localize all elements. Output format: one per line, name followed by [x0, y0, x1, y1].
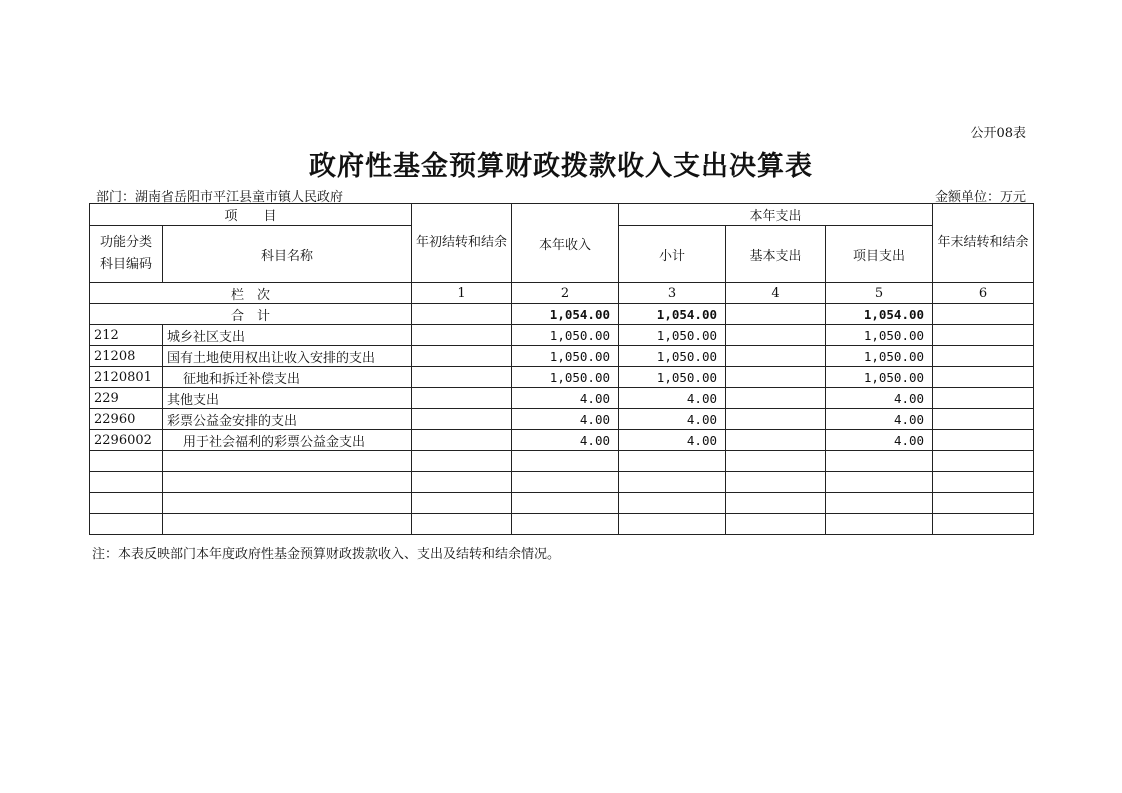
row-income: 1,050.00: [512, 346, 619, 367]
header-current-expense: 本年支出: [619, 204, 933, 226]
header-project-expense: 项目支出: [826, 226, 933, 283]
total-project: 1,054.00: [826, 304, 933, 325]
total-label: 合 计: [90, 304, 412, 325]
row-basic: [726, 346, 826, 367]
header-func-code: 功能分类科目编码: [90, 226, 163, 283]
row-code: 2296002: [90, 430, 163, 451]
total-closing: [933, 304, 1034, 325]
row-project: 4.00: [826, 430, 933, 451]
row-basic: [726, 325, 826, 346]
empty-row: [90, 451, 1034, 472]
row-project: 1,050.00: [826, 346, 933, 367]
form-number: 公开08表: [970, 126, 1026, 141]
table-row: [90, 325, 1034, 346]
row-name: 彩票公益金安排的支出: [163, 409, 412, 430]
row-opening: [412, 367, 512, 388]
empty-row: [90, 493, 1034, 514]
empty-row: [90, 514, 1034, 535]
total-basic: [726, 304, 826, 325]
header-opening-balance: 年初结转和结余: [412, 204, 512, 283]
row-subtotal: 1,050.00: [619, 367, 726, 388]
table-row: [90, 367, 1034, 388]
row-subtotal: 4.00: [619, 388, 726, 409]
row-name: 征地和拆迁补偿支出: [163, 367, 412, 388]
unit-label: 金额单位：万元: [934, 190, 1026, 205]
col-number: 5: [826, 283, 933, 304]
row-closing: [933, 388, 1034, 409]
row-closing: [933, 430, 1034, 451]
row-income: 1,050.00: [512, 325, 619, 346]
header-item: 项 目: [90, 204, 412, 226]
row-closing: [933, 367, 1034, 388]
row-name: 城乡社区支出: [163, 325, 412, 346]
row-project: 4.00: [826, 388, 933, 409]
row-opening: [412, 325, 512, 346]
header-subject-name: 科目名称: [163, 226, 412, 283]
row-basic: [726, 367, 826, 388]
table-row: [90, 346, 1034, 367]
col-number: 4: [726, 283, 826, 304]
row-subtotal: 1,050.00: [619, 346, 726, 367]
total-opening: [412, 304, 512, 325]
row-project: 1,050.00: [826, 325, 933, 346]
department-label: 部门：湖南省岳阳市平江县童市镇人民政府: [96, 190, 344, 205]
row-subtotal: 4.00: [619, 409, 726, 430]
header-basic-expense: 基本支出: [726, 226, 826, 283]
row-code: 229: [90, 388, 163, 409]
budget-table: [89, 203, 1034, 535]
row-name: 用于社会福利的彩票公益金支出: [163, 430, 412, 451]
row-closing: [933, 346, 1034, 367]
total-row: [90, 304, 1034, 325]
row-basic: [726, 388, 826, 409]
row-name: 国有土地使用权出让收入安排的支出: [163, 346, 412, 367]
row-income: 4.00: [512, 409, 619, 430]
row-basic: [726, 409, 826, 430]
table-row: [90, 430, 1034, 451]
row-project: 4.00: [826, 409, 933, 430]
col-number: 1: [412, 283, 512, 304]
col-number: 3: [619, 283, 726, 304]
col-number: 2: [512, 283, 619, 304]
total-income: 1,054.00: [512, 304, 619, 325]
row-name: 其他支出: [163, 388, 412, 409]
header-subtotal: 小计: [619, 226, 726, 283]
row-code: 22960: [90, 409, 163, 430]
row-subtotal: 4.00: [619, 430, 726, 451]
row-subtotal: 1,050.00: [619, 325, 726, 346]
row-code: 2120801: [90, 367, 163, 388]
table-note: 注：本表反映部门本年度政府性基金预算财政拨款收入、支出及结转和结余情况。: [92, 547, 561, 562]
row-project: 1,050.00: [826, 367, 933, 388]
row-closing: [933, 325, 1034, 346]
table-row: [90, 388, 1034, 409]
total-subtotal: 1,054.00: [619, 304, 726, 325]
row-income: 4.00: [512, 430, 619, 451]
row-code: 21208: [90, 346, 163, 367]
page-title: 政府性基金预算财政拨款收入支出决算表: [309, 151, 813, 182]
row-income: 4.00: [512, 388, 619, 409]
header-current-income: 本年收入: [512, 204, 619, 283]
column-order-label: 栏 次: [90, 283, 412, 304]
header-closing-balance: 年末结转和结余: [933, 204, 1034, 283]
column-order-row: [90, 283, 1034, 304]
row-opening: [412, 409, 512, 430]
row-opening: [412, 388, 512, 409]
row-closing: [933, 409, 1034, 430]
row-opening: [412, 346, 512, 367]
table-row: [90, 409, 1034, 430]
row-code: 212: [90, 325, 163, 346]
empty-row: [90, 472, 1034, 493]
col-number: 6: [933, 283, 1034, 304]
row-income: 1,050.00: [512, 367, 619, 388]
row-opening: [412, 430, 512, 451]
row-basic: [726, 430, 826, 451]
